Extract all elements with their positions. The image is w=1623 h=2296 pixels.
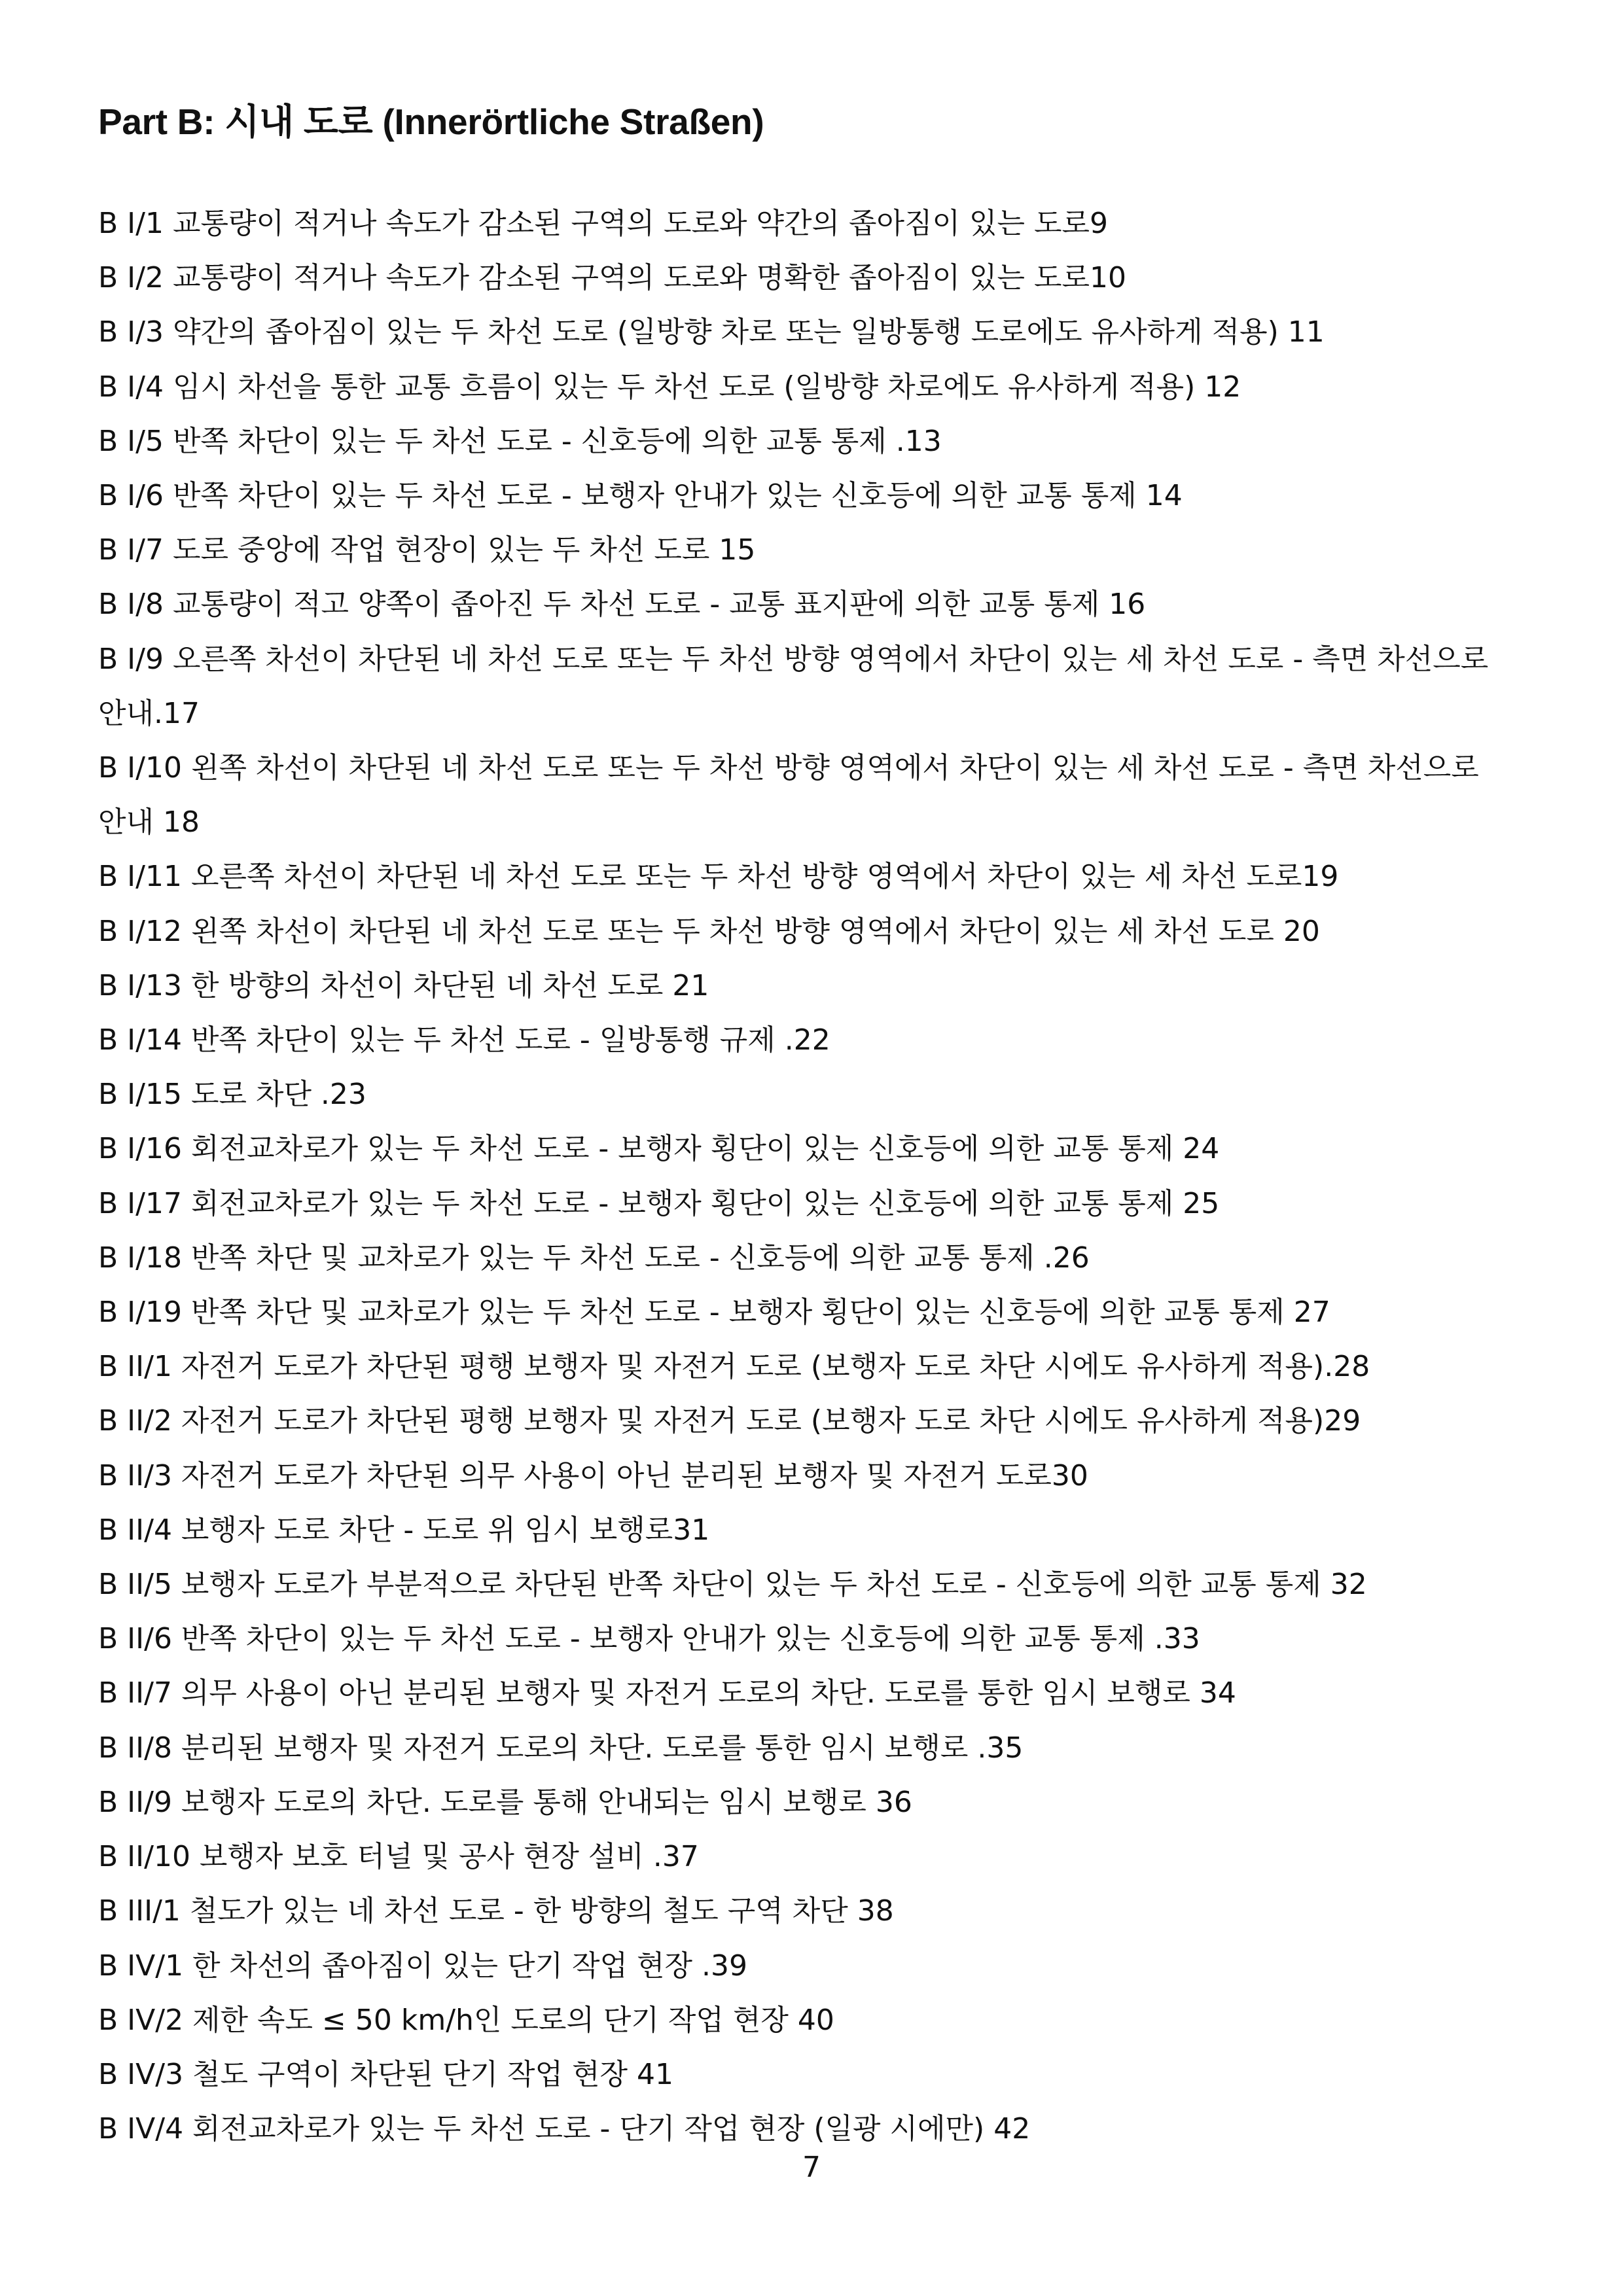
toc-entry[interactable]: B IV/4 회전교차로가 있는 두 차선 도로 - 단기 작업 현장 (일광 시에만) 42 xyxy=(98,2112,1031,2146)
toc-entry[interactable]: B I/4 임시 차선을 통한 교통 흐름이 있는 두 차선 도로 (일방향 차로에도 유사하게 적용) 12 xyxy=(98,370,1241,404)
table-of-contents xyxy=(98,196,1538,2156)
toc-entry[interactable]: B II/1 자전거 도로가 차단된 평행 보행자 및 자전거 도로 (보행자 도로 차단 시에도 유사하게 적용).28 xyxy=(98,1350,1370,1384)
toc-entry[interactable]: B I/15 도로 차단 .23 xyxy=(98,1078,366,1112)
toc-entry[interactable]: B I/19 반쪽 차단 및 교차로가 있는 두 차선 도로 - 보행자 횡단이 있는 신호등에 의한 교통 통제 27 xyxy=(98,1296,1330,1330)
toc-entry[interactable]: B I/14 반쪽 차단이 있는 두 차선 도로 - 일방통행 규제 .22 xyxy=(98,1023,830,1057)
toc-entry[interactable]: B I/3 약간의 좁아짐이 있는 두 차선 도로 (일방향 차로 또는 일방통행 도로에도 유사하게 적용) 11 xyxy=(98,315,1325,349)
toc-entry[interactable]: B II/6 반쪽 차단이 있는 두 차선 도로 - 보행자 안내가 있는 신호등에 의한 교통 통제 .33 xyxy=(98,1622,1200,1656)
toc-entry[interactable]: B I/9 오른쪽 차선이 차단된 네 차선 도로 또는 두 차선 방향 영역에서 차단이 있는 세 차선 도로 - 측면 차선으로 안내.17 xyxy=(98,642,1489,730)
toc-entry[interactable]: B III/1 철도가 있는 네 차선 도로 - 한 방향의 철도 구역 차단 38 xyxy=(98,1894,894,1928)
toc-entry[interactable]: B I/6 반쪽 차단이 있는 두 차선 도로 - 보행자 안내가 있는 신호등에 의한 교통 통제 14 xyxy=(98,479,1183,513)
toc-entry[interactable]: B II/3 자전거 도로가 차단된 의무 사용이 아닌 분리된 보행자 및 자전거 도로30 xyxy=(98,1458,1088,1492)
toc-entry[interactable]: B I/12 왼쪽 차선이 차단된 네 차선 도로 또는 두 차선 방향 영역에서 차단이 있는 세 차선 도로 20 xyxy=(98,914,1320,948)
toc-entry[interactable]: B II/10 보행자 보호 터널 및 공사 현장 설비 .37 xyxy=(98,1840,699,1874)
toc-entry[interactable]: B I/10 왼쪽 차선이 차단된 네 차선 도로 또는 두 차선 방향 영역에서 차단이 있는 세 차선 도로 - 측면 차선으로 안내 18 xyxy=(98,751,1479,839)
toc-entry[interactable]: B II/4 보행자 도로 차단 - 도로 위 임시 보행로31 xyxy=(98,1513,710,1547)
toc-entry[interactable]: B I/13 한 방향의 차선이 차단된 네 차선 도로 21 xyxy=(98,968,709,1002)
page-number: 7 xyxy=(802,2151,821,2184)
toc-entry[interactable]: B I/2 교통량이 적거나 속도가 감소된 구역의 도로와 명확한 좁아짐이 있는 도로10 xyxy=(98,261,1126,295)
toc-entry[interactable]: B II/7 의무 사용이 아닌 분리된 보행자 및 자전거 도로의 차단. 도로를 통한 임시 보행로 34 xyxy=(98,1676,1236,1710)
section-heading: Part B: 시내 도로 (Innerörtliche Straßen) xyxy=(98,101,764,142)
toc-entry[interactable]: B IV/3 철도 구역이 차단된 단기 작업 현장 41 xyxy=(98,2057,674,2091)
toc-entry[interactable]: B II/8 분리된 보행자 및 자전거 도로의 차단. 도로를 통한 임시 보행로 .35 xyxy=(98,1731,1024,1765)
toc-entry[interactable]: B II/9 보행자 도로의 차단. 도로를 통해 안내되는 임시 보행로 36 xyxy=(98,1785,912,1819)
toc-entry[interactable]: B IV/1 한 차선의 좁아짐이 있는 단기 작업 현장 .39 xyxy=(98,1949,747,1983)
toc-entry[interactable]: B I/16 회전교차로가 있는 두 차선 도로 - 보행자 횡단이 있는 신호등에 의한 교통 통제 24 xyxy=(98,1132,1220,1166)
toc-entry[interactable]: B I/7 도로 중앙에 작업 현장이 있는 두 차선 도로 15 xyxy=(98,533,756,567)
toc-entry[interactable]: B II/5 보행자 도로가 부분적으로 차단된 반쪽 차단이 있는 두 차선 도로 - 신호등에 의한 교통 통제 32 xyxy=(98,1568,1367,1602)
toc-entry[interactable]: B I/17 회전교차로가 있는 두 차선 도로 - 보행자 횡단이 있는 신호등에 의한 교통 통제 25 xyxy=(98,1186,1220,1220)
toc-entry[interactable]: B I/8 교통량이 적고 양쪽이 좁아진 두 차선 도로 - 교통 표지판에 의한 교통 통제 16 xyxy=(98,588,1146,622)
toc-entry[interactable]: B I/5 반쪽 차단이 있는 두 차선 도로 - 신호등에 의한 교통 통제 .13 xyxy=(98,424,942,458)
toc-entry[interactable]: B I/11 오른쪽 차선이 차단된 네 차선 도로 또는 두 차선 방향 영역에서 차단이 있는 세 차선 도로19 xyxy=(98,860,1339,894)
toc-entry[interactable]: B IV/2 제한 속도 ≤ 50 km/h인 도로의 단기 작업 현장 40 xyxy=(98,2003,834,2037)
toc-entry[interactable]: B I/18 반쪽 차단 및 교차로가 있는 두 차선 도로 - 신호등에 의한 교통 통제 .26 xyxy=(98,1241,1090,1275)
toc-entry[interactable]: B II/2 자전거 도로가 차단된 평행 보행자 및 자전거 도로 (보행자 도로 차단 시에도 유사하게 적용)29 xyxy=(98,1404,1361,1438)
toc-entry[interactable]: B I/1 교통량이 적거나 속도가 감소된 구역의 도로와 약간의 좁아짐이 있는 도로9 xyxy=(98,207,1108,240)
